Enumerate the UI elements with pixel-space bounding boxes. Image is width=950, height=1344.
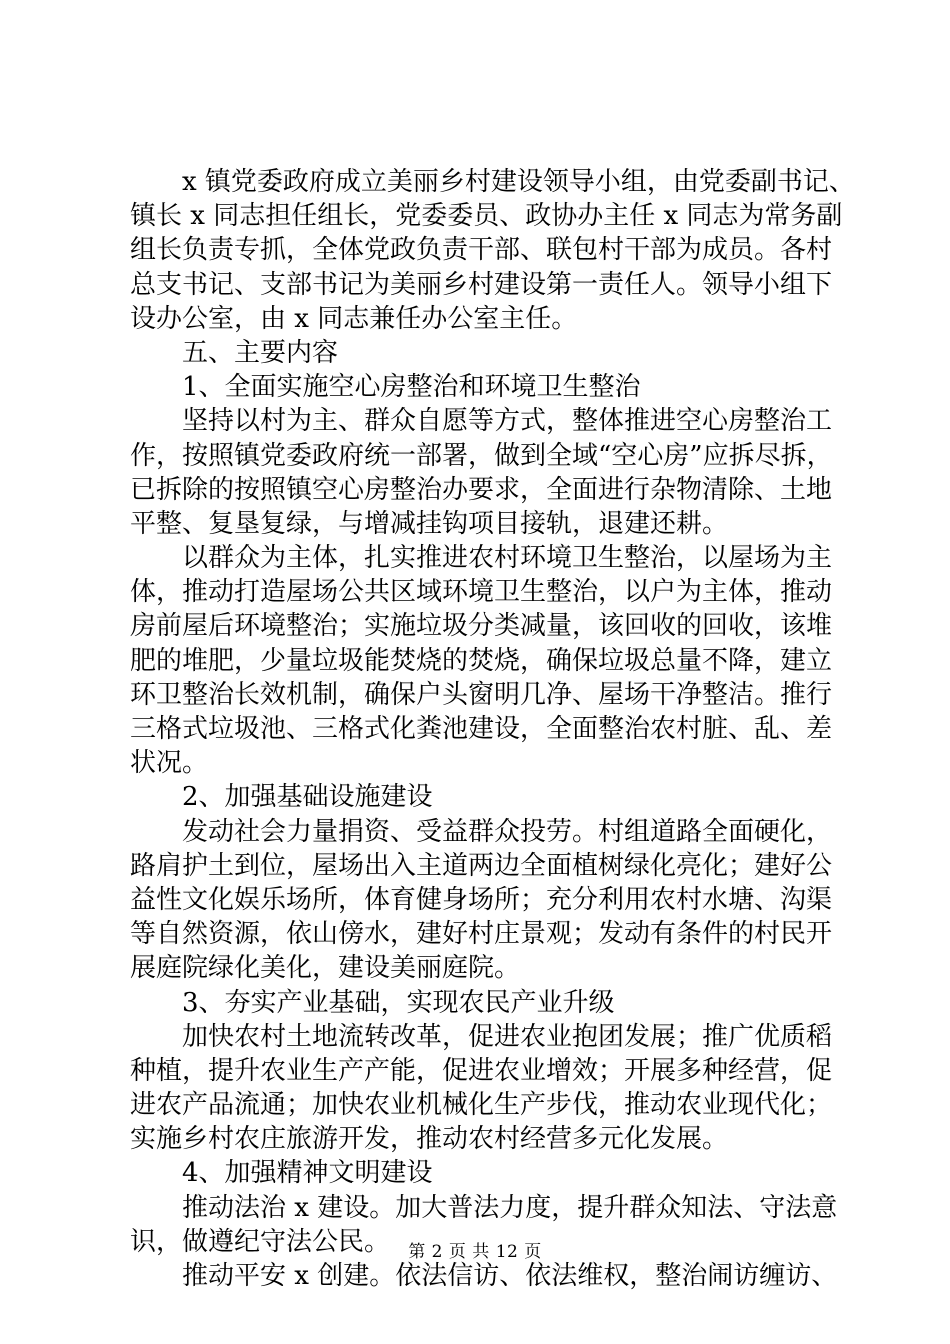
text-line: 推动平安 x 创建。依法信访、依法维权，整治闹访缠访、	[182, 1261, 838, 1291]
text-line: 状况。	[130, 748, 209, 779]
text-line: 进农产品流通；加快农业机械化生产步伐，推动农业现代化；	[130, 1090, 833, 1121]
section-heading	[130, 336, 830, 370]
text-line: 加快农村土地流转改革，促进农业抱团发展；推广优质稻	[182, 1021, 833, 1052]
text-line: 识，做遵纪守法公民。	[130, 1226, 391, 1257]
text-line: 环卫整治长效机制，确保户头窗明几净、屋场干净整洁。推行	[130, 679, 833, 710]
text-line: 房前屋后环境整治；实施垃圾分类减量，该回收的回收，该堆	[130, 611, 833, 642]
paragraph	[130, 1020, 833, 1157]
text-line: 坚持以村为主、群众自愿等方式，整体推进空心房整治工	[182, 406, 833, 437]
text-line: 镇长 x 同志担任组长，党委委员、政协办主任 x 同志为常务副	[130, 201, 843, 232]
text-line: 展庭院绿化美化，建设美丽庭院。	[130, 953, 521, 984]
paragraph	[130, 404, 833, 541]
document-body	[130, 165, 855, 1293]
text-line: 3、夯实产业基础，实现农民产业升级	[182, 987, 615, 1018]
text-line: 种植，提升农业生产产能，促进农业增效；开展多种经营，促	[130, 1055, 833, 1086]
text-line: 三格式垃圾池、三格式化粪池建设，全面整治农村脏、乱、差	[130, 714, 833, 744]
text-line: 4、加强精神文明建设	[182, 1158, 433, 1189]
text-line: 体，推动打造屋场公共区域环境卫生整治，以户为主体，推动	[130, 577, 833, 608]
text-line: 平整、复垦复绿，与增减挂钩项目接轨，退建还耕。	[130, 508, 729, 539]
paragraph	[130, 1259, 838, 1293]
paragraph	[130, 165, 855, 336]
section-heading	[130, 780, 830, 814]
section-heading	[130, 986, 830, 1020]
text-line: 发动社会力量捐资、受益群众投劳。村组道路全面硬化，	[182, 816, 833, 847]
section-heading	[130, 1156, 830, 1190]
text-line: 益性文化娱乐场所，体育健身场所；充分利用农村水塘、沟渠	[130, 884, 833, 915]
paragraph	[130, 541, 833, 780]
text-line: 总支书记、支部书记为美丽乡村建设第一责任人。领导小组下	[130, 269, 833, 300]
section-heading	[130, 370, 830, 404]
text-line: 五、主要内容	[182, 337, 339, 368]
text-line: 设办公室，由 x 同志兼任办公室主任。	[130, 303, 578, 334]
text-line: x 镇党委政府成立美丽乡村建设领导小组，由党委副书记、	[182, 167, 855, 197]
text-line: 2、加强基础设施建设	[182, 782, 433, 813]
text-line: 推动法治 x 建设。加大普法力度，提升群众知法、守法意	[182, 1192, 838, 1223]
text-line: 肥的堆肥，少量垃圾能焚烧的焚烧，确保垃圾总量不降，建立	[130, 645, 833, 676]
text-line: 1、全面实施空心房整治和环境卫生整治	[182, 372, 641, 403]
text-line: 作，按照镇党委政府统一部署，做到全域“空心房”应拆尽拆，	[130, 440, 833, 471]
paragraph	[130, 815, 833, 986]
text-line: 已拆除的按照镇空心房整治办要求，全面进行杂物清除、土地	[130, 474, 833, 505]
text-line: 实施乡村农庄旅游开发，推动农村经营多元化发展。	[130, 1124, 729, 1155]
page-footer: 第 2 页 共 12 页	[408, 1242, 542, 1262]
text-line: 等自然资源，依山傍水，建好村庄景观；发动有条件的村民开	[130, 919, 833, 950]
text-line: 以群众为主体，扎实推进农村环境卫生整治，以屋场为主	[182, 543, 833, 574]
text-line: 组长负责专抓，全体党政负责干部、联包村干部为成员。各村	[130, 235, 833, 266]
text-line: 路肩护土到位，屋场出入主道两边全面植树绿化亮化；建好公	[130, 850, 833, 881]
